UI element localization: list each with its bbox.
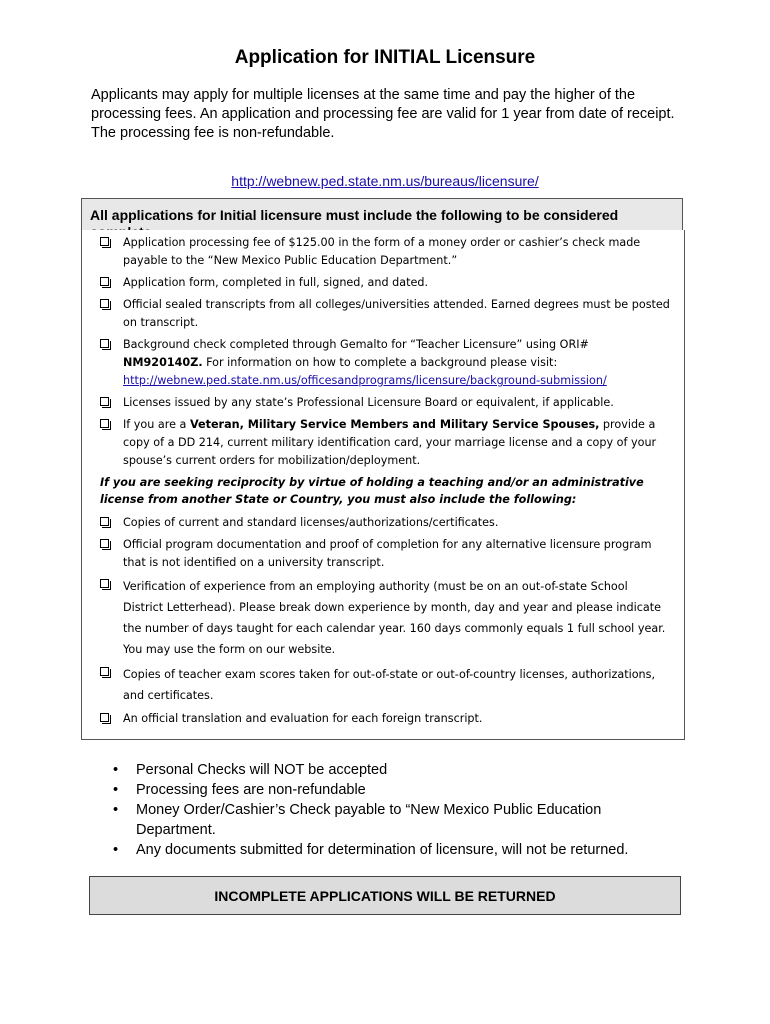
requirements-heading: All applications for Initial licensure must include the following to be considered — [81, 198, 683, 230]
requirement-item: Background check completed through Gemalto for “Teacher Licensure” using ORI# NM920140Z. For information on how to complete a background please visit: http://webnew.ped.state.nm.us/officesandprograms/licensure/background-submission/ — [100, 336, 670, 390]
checkbox-icon — [100, 397, 109, 406]
reciprocity-note: If you are seeking reciprocity by virtue of holding a teaching and/or an administrative license from another State or Country, you must also include the following: — [100, 476, 644, 506]
checkbox-icon — [100, 667, 109, 676]
reciprocity-item: Verification of experience from an employing authority (must be on an out-of-state School District Letterhead). Please break down experience by month, day and year and please indicate the number of days taught for each calendar year. 160 days commonly equals 1 full school year. You may use the form on our website. — [100, 576, 670, 660]
checkbox-icon — [100, 539, 109, 548]
note-item: • Money Order/Cashier’s Check payable to “New Mexico Public Education Department. — [113, 800, 673, 840]
note-item: • Any documents submitted for determination of licensure, will not be returned. — [113, 840, 673, 860]
incomplete-notice: INCOMPLETE APPLICATIONS WILL BE RETURNED — [89, 876, 681, 915]
reciprocity-item: Official program documentation and proof of completion for any alternative licensure program that is not identified on a university transcript. — [100, 536, 670, 572]
note-item: • Processing fees are non-refundable — [113, 780, 673, 800]
checkbox-icon — [100, 299, 109, 308]
requirements-box — [81, 230, 685, 740]
requirement-item: Application processing fee of $125.00 in the form of a money order or cashier’s check made payable to the “New Mexico Public Education Department.” — [100, 234, 670, 270]
requirement-item: Application form, completed in full, signed, and dated. — [100, 274, 670, 292]
checkbox-icon — [100, 419, 109, 428]
checkbox-icon — [100, 277, 109, 286]
requirement-item: Official sealed transcripts from all colleges/universities attended. Earned degrees must be posted on transcript. — [100, 296, 670, 332]
note-item: • Personal Checks will NOT be accepted — [113, 760, 673, 780]
checkbox-icon — [100, 713, 109, 722]
requirement-item: If you are a Veteran, Military Service Members and Military Service Spouses, provide a copy of a DD 214, current military identification card, your marriage license and a copy of your spouse’s current orders for mobilization/deployment. — [100, 416, 670, 470]
checkbox-icon — [100, 339, 109, 348]
checkbox-icon — [100, 237, 109, 246]
reciprocity-item: Copies of current and standard licenses/authorizations/certificates. — [100, 514, 670, 532]
background-submission-link[interactable]: http://webnew.ped.state.nm.us/officesandprograms/licensure/background-submission/ — [123, 374, 607, 387]
requirement-item: Licenses issued by any state’s Professional Licensure Board or equivalent, if applicable. — [100, 394, 670, 412]
page-title: Application for INITIAL Licensure — [234, 47, 536, 68]
military-label: Veteran, Military Service Members and Military Service Spouses, — [189, 418, 600, 431]
licensure-link[interactable]: http://webnew.ped.state.nm.us/bureaus/licensure/ — [231, 173, 539, 189]
ori-number: NM920140Z. — [123, 356, 203, 369]
intro-paragraph: Applicants may apply for multiple licenses at the same time and pay the higher of the processing fees. An application and processing fee are valid for 1 year from date of receipt. The processing fee is non-refundable. — [91, 87, 675, 141]
checkbox-icon — [100, 517, 109, 526]
checkbox-icon — [100, 579, 109, 588]
reciprocity-item: Copies of teacher exam scores taken for out-of-state or out-of-country licenses, authorizations, and certificates. — [100, 664, 670, 706]
requirements-list — [100, 234, 670, 732]
notes-list — [113, 760, 673, 860]
reciprocity-item: An official translation and evaluation for each foreign transcript. — [100, 710, 670, 728]
